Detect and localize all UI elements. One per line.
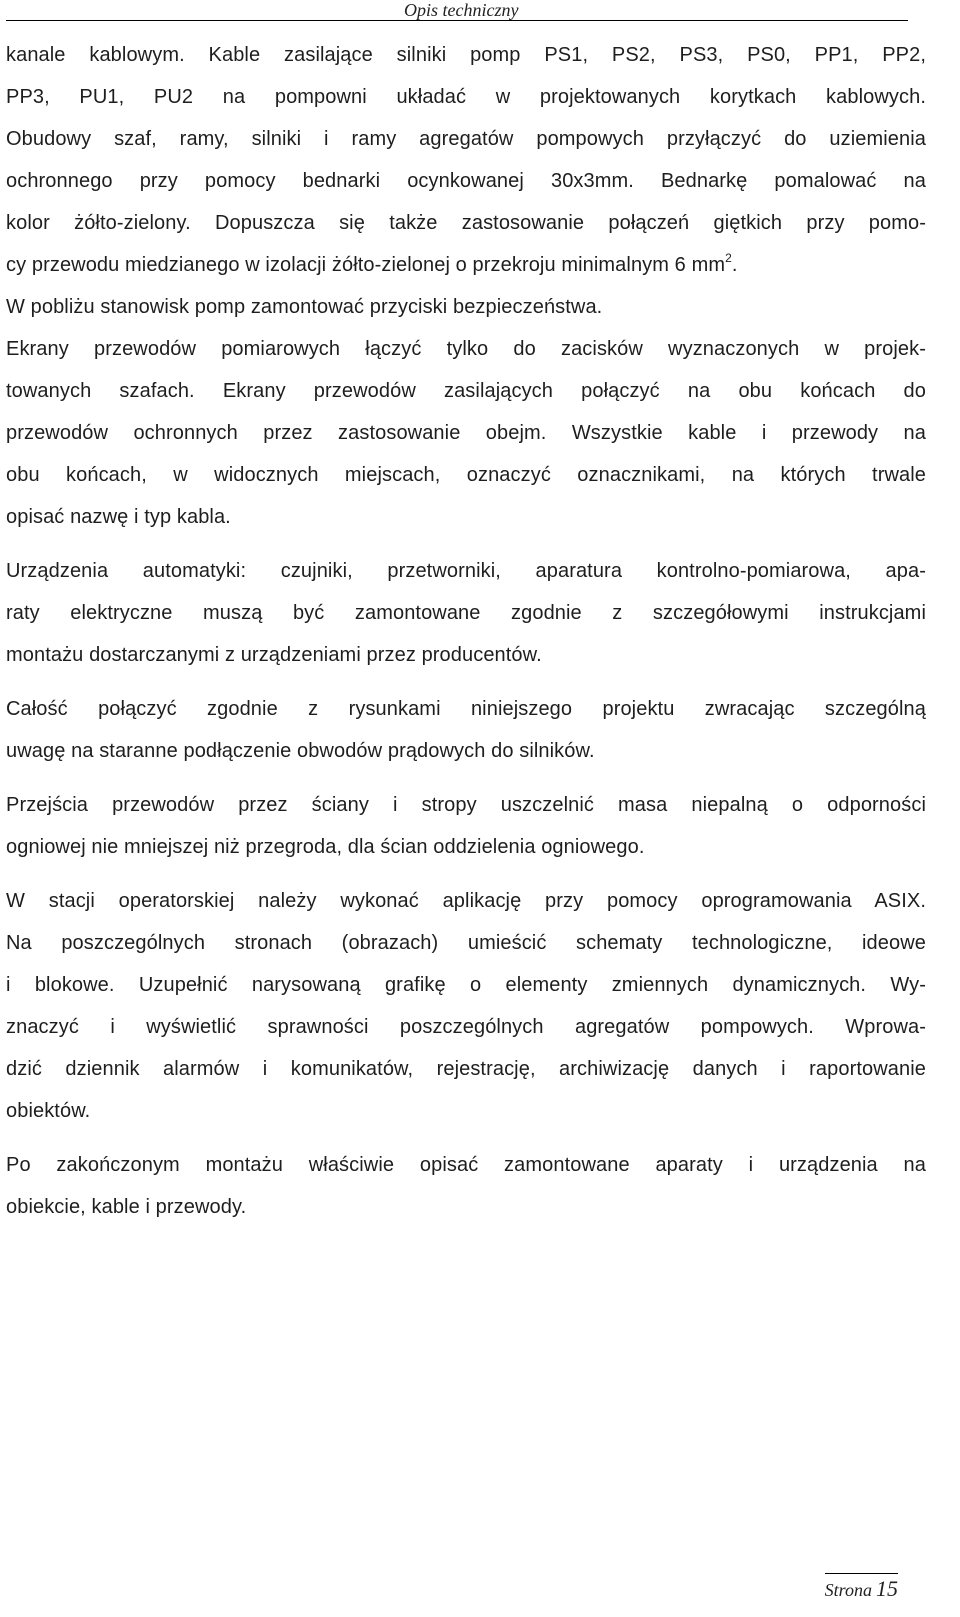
text-line-with-superscript — [6, 244, 926, 286]
text-line: W pobliżu stanowisk pomp zamontować przyciski bezpieczeństwa. — [6, 296, 603, 318]
text-line: Całość połączyć zgodnie z rysunkami niniejszego projektu zwracając szczególną — [6, 698, 926, 720]
page-number: 15 — [876, 1576, 898, 1601]
text-line: dzić dziennik alarmów i komunikatów, rejestrację, archiwizację danych i raportowanie — [6, 1058, 926, 1080]
text-line: obu końcach, w widocznych miejscach, oznaczyć oznacznikami, na których trwale — [6, 464, 926, 486]
page-footer — [6, 1575, 908, 1601]
text-line: uwagę na staranne podłączenie obwodów prądowych do silników. — [6, 740, 595, 762]
text-fragment: cy przewodu miedzianego w izolacji żółto-zielonej o przekroju minimalnym 6 mm — [6, 254, 726, 276]
text-line: Po zakończonym montażu właściwie opisać zamontowane aparaty i urządzenia na — [6, 1154, 926, 1176]
text-line: PP3, PU1, PU2 na pompowni układać w projektowanych korytkach kablowych. — [6, 86, 926, 108]
text-line: przewodów ochronnych przez zastosowanie obejm. Wszystkie kable i przewody na — [6, 422, 926, 444]
text-line: znaczyć i wyświetlić sprawności poszczególnych agregatów pompowych. Wprowa- — [6, 1016, 926, 1038]
page-label: Strona — [824, 1580, 872, 1600]
text-line: towanych szafach. Ekrany przewodów zasilających połączyć na obu końcach do — [6, 380, 926, 402]
superscript: 2 — [725, 251, 732, 266]
paragraph-fire-sealing — [6, 784, 926, 868]
text-line: Urządzenia automatyki: czujniki, przetworniki, aparatura kontrolno-pomiarowa, apa- — [6, 560, 926, 582]
text-line: Przejścia przewodów przez ściany i stropy uszczelnić masa niepalną o odporności — [6, 794, 926, 816]
text-line: ochronnego przy pomocy bednarki ocynkowanej 30x3mm. Bednarkę pomalować na — [6, 170, 926, 192]
text-line: Ekrany przewodów pomiarowych łączyć tylko do zacisków wyznaczonych w projek- — [6, 338, 926, 360]
text-line: raty elektryczne muszą być zamontowane zgodnie z szczegółowymi instrukcjami — [6, 602, 926, 624]
text-line: ogniowej nie mniejszej niż przegroda, dla ścian oddzielenia ogniowego. — [6, 836, 645, 858]
text-line: obiektów. — [6, 1100, 91, 1122]
text-line: montażu dostarczanymi z urządzeniami przez producentów. — [6, 644, 542, 666]
document-body — [6, 34, 926, 1228]
paragraph-automation — [6, 550, 926, 676]
paragraph-operator-station — [6, 880, 926, 1132]
text-line: kolor żółto-zielony. Dopuszcza się także zastosowanie połączeń giętkich przy pomo- — [6, 212, 926, 234]
text-fragment: . — [731, 254, 738, 276]
text-line: opisać nazwę i typ kabla. — [6, 506, 231, 528]
page-number-label — [825, 1573, 898, 1602]
paragraph-cabling — [6, 34, 926, 538]
text-line: W stacji operatorskiej należy wykonać aplikację przy pomocy oprogramowania ASIX. — [6, 890, 926, 912]
text-line: Obudowy szaf, ramy, silniki i ramy agregatów pompowych przyłączyć do uziemienia — [6, 128, 926, 150]
document-title: Opis techniczny — [404, 0, 519, 20]
text-line: Na poszczególnych stronach (obrazach) umieścić schematy technologiczne, ideowe — [6, 932, 926, 954]
paragraph-labeling — [6, 1144, 926, 1228]
text-line: kanale kablowym. Kable zasilające silniki pomp PS1, PS2, PS3, PS0, PP1, PP2, — [6, 44, 926, 66]
text-line: i blokowe. Uzupełnić narysowaną grafikę o elementy zmiennych dynamicznych. Wy- — [6, 974, 926, 996]
text-line: obiekcie, kable i przewody. — [6, 1196, 247, 1218]
page-header — [6, 0, 908, 21]
paragraph-connections — [6, 688, 926, 772]
